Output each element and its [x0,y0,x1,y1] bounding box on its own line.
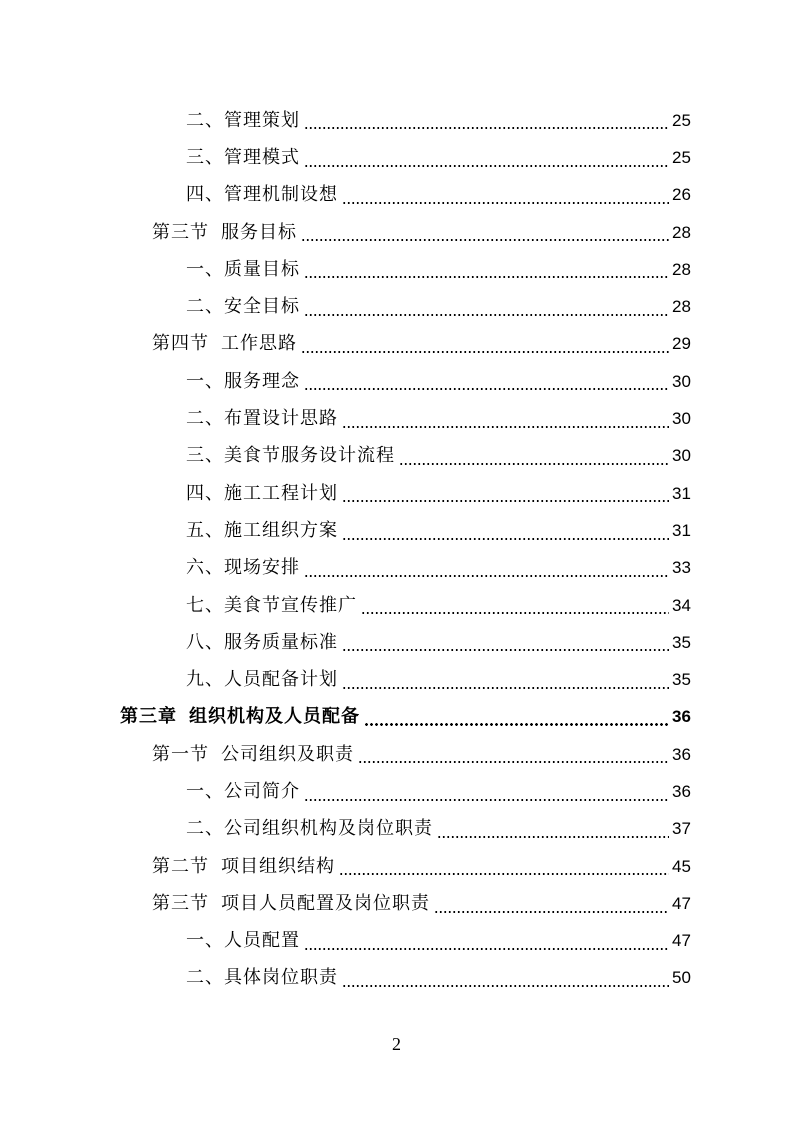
toc-entry-label [152,743,354,767]
toc-entry-prefix: 二、 [186,967,224,989]
toc-entry-label [186,482,338,506]
toc-page-number: 50 [672,968,691,988]
toc-item-entry[interactable] [0,363,793,400]
toc-item-entry[interactable] [0,139,793,176]
toc-entry-title: 人员配置 [224,930,300,952]
toc-page-number: 33 [672,558,691,578]
toc-entry-label [186,817,433,841]
toc-entry-title: 公司组织机构及岗位职责 [224,818,433,840]
toc-dot-leader [364,723,669,726]
toc-entry-prefix: 一、 [186,780,224,802]
toc-chapter-entry[interactable] [0,699,793,736]
toc-entry-title: 美食节服务设计流程 [224,445,395,467]
toc-entry-label [186,929,300,953]
toc-entry-title: 项目人员配置及岗位职责 [221,892,430,914]
toc-entry-prefix: 二、 [186,818,224,840]
toc-item-entry[interactable] [0,661,793,698]
toc-page-number: 34 [672,595,691,615]
toc-section-entry[interactable] [0,848,793,885]
toc-item-entry[interactable] [0,438,793,475]
toc-dot-leader [301,239,669,241]
toc-entry-label [186,966,338,990]
toc-entry-title: 服务理念 [224,370,300,392]
toc-item-entry[interactable] [0,512,793,549]
toc-dot-leader [339,873,669,875]
toc-entry-label [186,631,338,655]
toc-item-entry[interactable] [0,400,793,437]
toc-dot-leader [342,538,669,540]
toc-section-entry[interactable] [0,736,793,773]
toc-entry-label [186,109,300,133]
toc-page-number: 28 [672,259,691,279]
toc-entry-prefix: 二、 [186,296,224,318]
toc-page-number: 26 [672,185,691,205]
toc-entry-label [186,407,338,431]
toc-entry-prefix: 九、 [186,669,224,691]
toc-entry-prefix: 第三节 [152,892,209,914]
toc-entry-title: 项目组织结构 [221,855,335,877]
toc-entry-prefix: 第三章 [120,706,177,728]
toc-entry-prefix: 三、 [186,146,224,168]
toc-page-number: 25 [672,147,691,167]
toc-entry-prefix: 一、 [186,370,224,392]
toc-page-number: 31 [672,520,691,540]
toc-entry-title: 服务目标 [221,221,297,243]
toc-dot-leader [342,500,669,502]
toc-page-number: 36 [672,744,691,764]
toc-entry-label [186,444,395,468]
toc-entry-label [186,668,338,692]
toc-dot-leader [437,836,669,838]
toc-page-number: 36 [672,781,691,801]
toc-dot-leader [342,202,669,204]
toc-item-entry[interactable] [0,960,793,997]
toc-entry-label [186,295,300,319]
toc-entry-title: 人员配备计划 [224,669,338,691]
toc-dot-leader [304,799,669,801]
toc-item-entry[interactable] [0,475,793,512]
toc-entry-label [186,519,338,543]
toc-section-entry[interactable] [0,885,793,922]
toc-entry-label [186,258,300,282]
toc-entry-label [152,855,335,879]
toc-entry-title: 美食节宣传推广 [224,594,357,616]
toc-section-entry[interactable] [0,214,793,251]
toc-section-entry[interactable] [0,326,793,363]
toc-entry-prefix: 八、 [186,631,224,653]
toc-page-number: 47 [672,893,691,913]
toc-dot-leader [358,761,669,763]
page-number: 2 [392,1034,401,1054]
toc-entry-title: 管理机制设想 [224,184,338,206]
toc-entry-prefix: 二、 [186,408,224,430]
toc-dot-leader [434,911,669,913]
toc-entry-label [186,780,300,804]
toc-entry-title: 安全目标 [224,296,300,318]
toc-dot-leader [304,388,669,390]
toc-entry-title: 管理策划 [224,109,300,131]
toc-entry-prefix: 第二节 [152,855,209,877]
toc-dot-leader [361,612,669,614]
toc-page-number: 30 [672,409,691,429]
toc-entry-prefix: 四、 [186,482,224,504]
toc-dot-leader [304,127,669,129]
toc-entry-label [186,183,338,207]
toc-item-entry[interactable] [0,102,793,139]
toc-entry-prefix: 二、 [186,109,224,131]
toc-entry-prefix: 第三节 [152,221,209,243]
toc-entry-prefix: 一、 [186,258,224,280]
toc-page-number: 28 [672,297,691,317]
toc-entry-label [186,146,300,170]
toc-entry-prefix: 五、 [186,519,224,541]
toc-item-entry[interactable] [0,251,793,288]
toc-entry-prefix: 四、 [186,184,224,206]
toc-page-number: 31 [672,483,691,503]
table-of-contents [0,102,793,997]
toc-dot-leader [304,165,669,167]
toc-entry-prefix: 第四节 [152,333,209,355]
toc-page-number: 35 [672,670,691,690]
toc-item-entry[interactable] [0,177,793,214]
toc-dot-leader [399,463,669,465]
toc-dot-leader [304,948,669,950]
toc-entry-prefix: 六、 [186,557,224,579]
toc-entry-title: 布置设计思路 [224,408,338,430]
toc-entry-label [186,370,300,394]
toc-entry-title: 施工工程计划 [224,482,338,504]
toc-entry-title: 施工组织方案 [224,519,338,541]
toc-entry-prefix: 一、 [186,930,224,952]
toc-dot-leader [342,649,669,651]
toc-entry-title: 具体岗位职责 [224,967,338,989]
toc-page-number: 36 [672,707,691,727]
toc-dot-leader [342,687,669,689]
toc-dot-leader [301,351,669,353]
toc-entry-label [120,705,360,729]
toc-dot-leader [342,985,669,987]
toc-entry-label [152,892,430,916]
toc-item-entry[interactable] [0,550,793,587]
toc-entry-title: 服务质量标准 [224,631,338,653]
toc-page-number: 30 [672,446,691,466]
toc-item-entry[interactable] [0,773,793,810]
toc-page-number: 28 [672,222,691,242]
toc-page-number: 29 [672,334,691,354]
toc-dot-leader [342,426,669,428]
toc-entry-prefix: 第一节 [152,743,209,765]
toc-entry-title: 工作思路 [221,333,297,355]
toc-entry-title: 管理模式 [224,146,300,168]
toc-entry-label [186,594,357,618]
toc-item-entry[interactable] [0,288,793,325]
toc-dot-leader [304,575,669,577]
toc-page-number: 45 [672,856,691,876]
toc-entry-prefix: 七、 [186,594,224,616]
toc-entry-label [152,332,297,356]
toc-page-number: 37 [672,819,691,839]
toc-item-entry[interactable] [0,587,793,624]
toc-entry-title: 组织机构及人员配备 [189,706,360,728]
toc-entry-label [152,221,297,245]
toc-item-entry[interactable] [0,624,793,661]
toc-page-number: 35 [672,632,691,652]
toc-entry-title: 现场安排 [224,557,300,579]
toc-entry-title: 质量目标 [224,258,300,280]
toc-entry-title: 公司组织及职责 [221,743,354,765]
toc-dot-leader [304,314,669,316]
toc-entry-prefix: 三、 [186,445,224,467]
toc-dot-leader [304,276,669,278]
toc-entry-title: 公司简介 [224,780,300,802]
toc-item-entry[interactable] [0,923,793,960]
toc-page-number: 25 [672,110,691,130]
toc-entry-label [186,556,300,580]
toc-page-number: 47 [672,931,691,951]
toc-page-number: 30 [672,371,691,391]
toc-item-entry[interactable] [0,811,793,848]
